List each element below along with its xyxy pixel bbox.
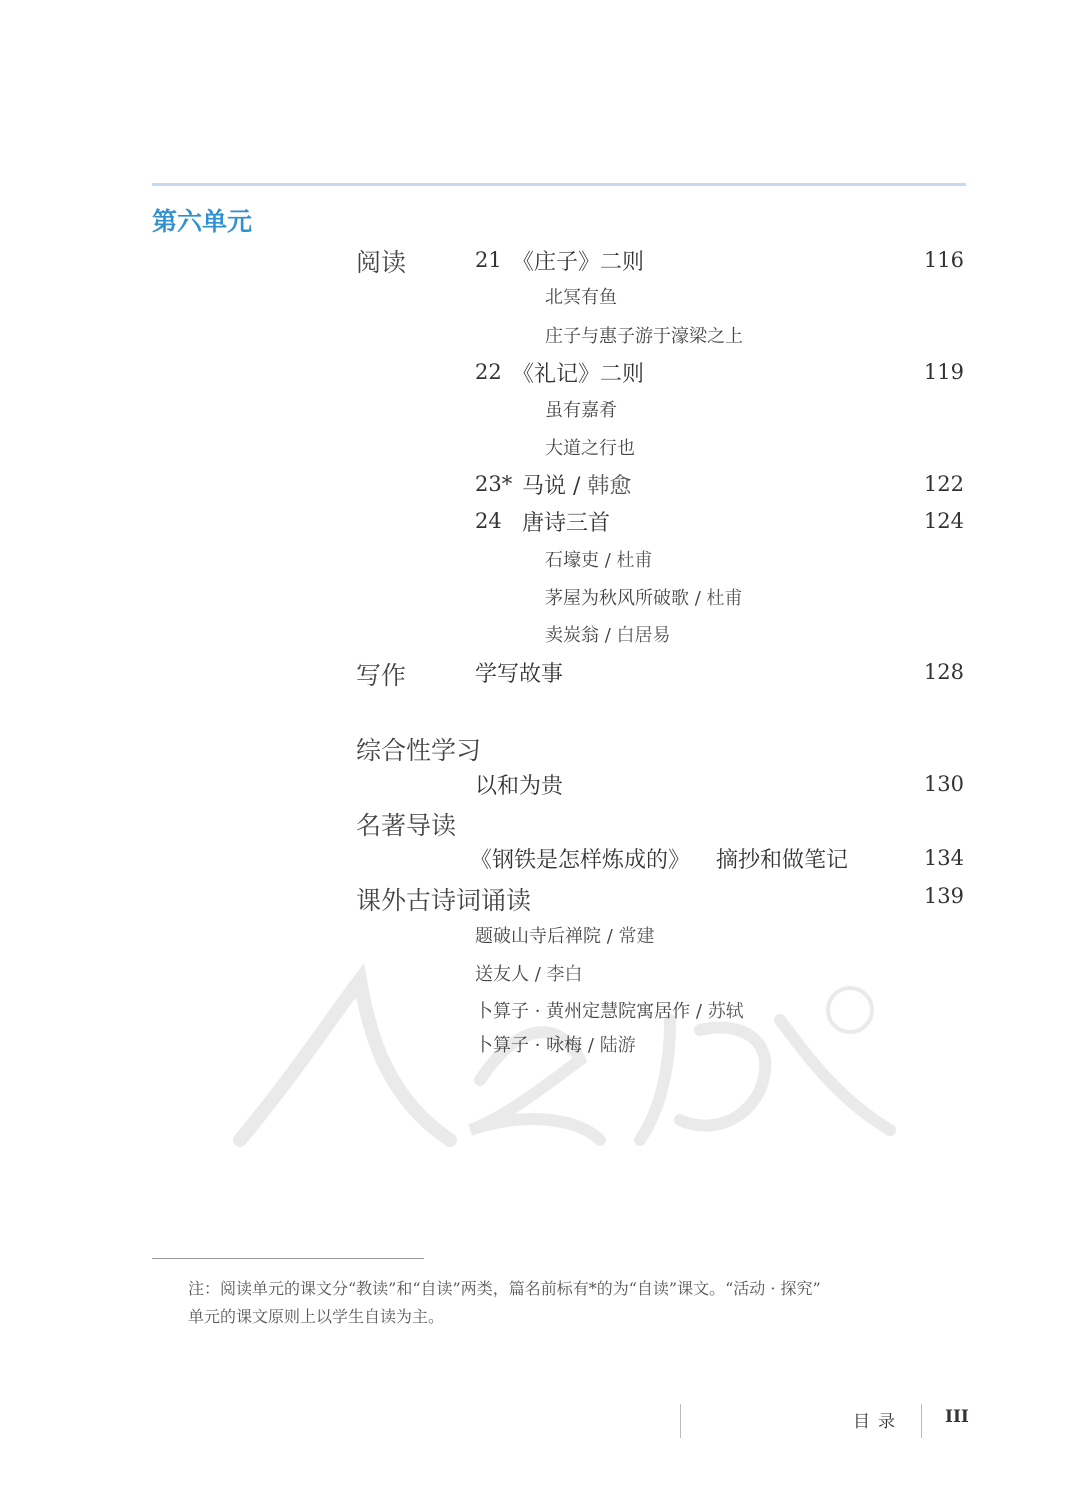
poem-title: 茅屋为秋风所破歌 — [545, 588, 689, 609]
lesson-number: 21 — [475, 248, 502, 272]
author: 白居易 — [616, 625, 671, 646]
footer-divider — [921, 1404, 922, 1438]
lesson-title[interactable]: 唐诗三首 — [522, 511, 611, 536]
lesson-number: 23* — [475, 472, 513, 496]
section-reading: 阅读 — [356, 248, 407, 277]
author: 韩愈 — [587, 474, 632, 499]
poem-title: 卜算子 · 咏梅 — [475, 1035, 583, 1056]
poem-title: 题破山寺后禅院 — [475, 926, 601, 947]
sub-item[interactable]: 茅屋为秋风所破歌 / 杜甫 — [545, 588, 743, 609]
book-title: 《钢铁是怎样炼成的》 — [470, 848, 691, 873]
top-rule — [152, 183, 966, 186]
page-number: 116 — [923, 248, 964, 272]
page-number: 139 — [923, 884, 964, 908]
author: 常建 — [618, 926, 655, 947]
author: 陆游 — [599, 1035, 636, 1056]
sub-item[interactable]: 卖炭翁 / 白居易 — [545, 625, 671, 646]
lesson-number: 22 — [475, 360, 502, 384]
poem-item[interactable]: 卜算子 · 黄州定慧院寓居作 / 苏轼 — [475, 1001, 744, 1022]
author: 杜甫 — [616, 550, 653, 571]
author: 李白 — [546, 964, 583, 985]
page-number: 130 — [923, 772, 964, 796]
watermark-logo — [200, 960, 900, 1160]
poem-title: 卜算子 · 黄州定慧院寓居作 — [475, 1001, 691, 1022]
section-classics: 名著导读 — [356, 811, 457, 840]
page-number: 134 — [923, 846, 964, 870]
note-rule — [152, 1258, 424, 1259]
footer-page-number: III — [945, 1407, 969, 1427]
page-number: 124 — [923, 509, 964, 533]
poem-title: 卖炭翁 — [545, 625, 599, 646]
section-comprehensive: 综合性学习 — [356, 736, 482, 765]
page-number: 122 — [923, 472, 964, 496]
section-extra-poems: 课外古诗词诵读 — [356, 886, 532, 915]
page-number: 119 — [923, 360, 964, 384]
poem-item[interactable]: 送友人 / 李白 — [475, 964, 583, 985]
sub-item[interactable]: 石壕吏 / 杜甫 — [545, 550, 653, 571]
unit-title: 第六单元 — [152, 207, 253, 236]
poem-item[interactable]: 卜算子 · 咏梅 / 陆游 — [475, 1035, 636, 1056]
sub-item[interactable]: 庄子与惠子游于濠梁之上 — [545, 326, 743, 347]
author: 苏轼 — [707, 1001, 744, 1022]
footer-divider — [680, 1404, 681, 1438]
sub-item[interactable]: 虽有嘉肴 — [545, 400, 617, 421]
sub-item[interactable]: 北冥有鱼 — [545, 287, 617, 308]
lesson-number: 24 — [475, 509, 502, 533]
author: 杜甫 — [706, 588, 743, 609]
poem-title: 石壕吏 — [545, 550, 599, 571]
lesson-title[interactable]: 马说 / 韩愈 — [522, 474, 632, 499]
lesson-title[interactable]: 《庄子》二则 — [512, 250, 645, 275]
classics-title[interactable] — [470, 843, 848, 874]
poem-title: 送友人 — [475, 964, 529, 985]
note-line-2: 单元的课文原则上以学生自读为主。 — [188, 1307, 445, 1326]
footer-label: 目录 — [853, 1412, 903, 1432]
lesson-title-text: 马说 — [522, 474, 567, 499]
poem-item[interactable]: 题破山寺后禅院 / 常建 — [475, 926, 655, 947]
section-writing: 写作 — [356, 661, 407, 690]
note-line-1: 注：阅读单元的课文分“教读”和“自读”两类，篇名前标有*的为“自读”课文。“活动 · 探究” — [188, 1279, 821, 1298]
writing-title[interactable]: 学写故事 — [475, 662, 564, 687]
lesson-title[interactable]: 《礼记》二则 — [512, 362, 645, 387]
comprehensive-title[interactable]: 以和为贵 — [475, 774, 564, 799]
sub-item[interactable]: 大道之行也 — [545, 438, 635, 459]
classics-subtitle: 摘抄和做笔记 — [716, 848, 849, 873]
page-number: 128 — [923, 660, 964, 684]
